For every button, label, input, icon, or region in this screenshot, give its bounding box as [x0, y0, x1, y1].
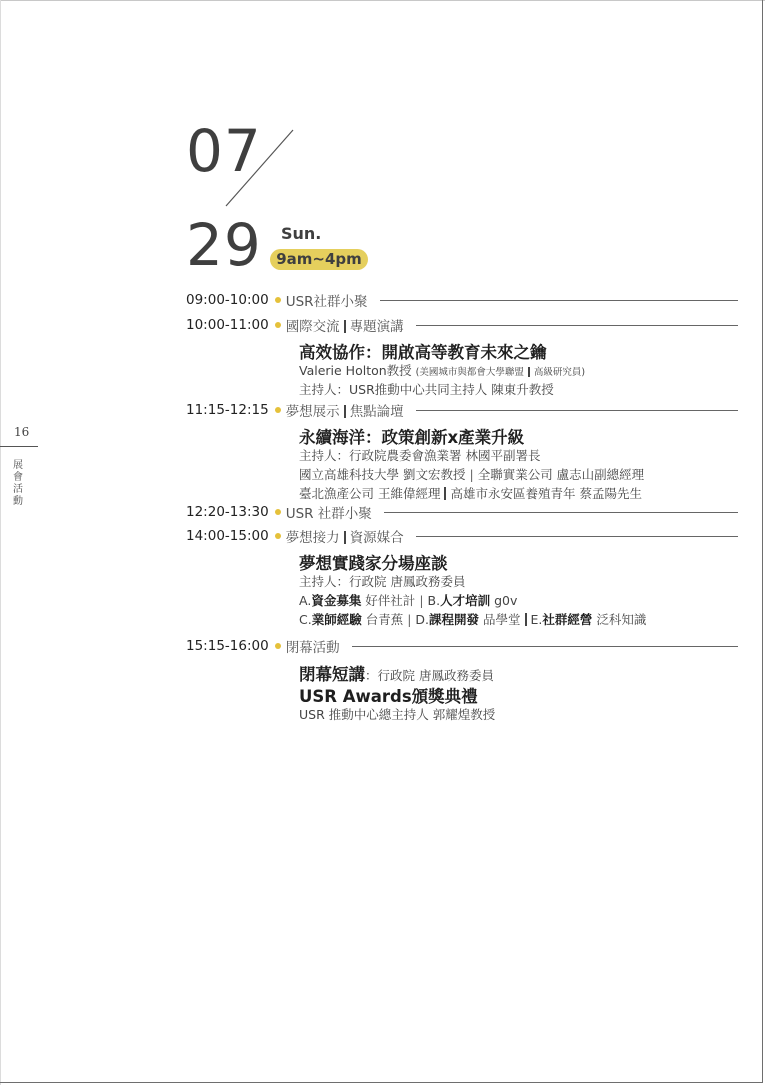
time-slot: 12:20-13:30	[186, 504, 269, 520]
row-rule	[416, 536, 738, 537]
page-number: 16	[14, 425, 30, 439]
session-name: 夢想展示 焦點論壇	[285, 404, 404, 420]
panelist-line: 臺北漁產公司 王維偉經理 高雄市永安區養殖青年 蔡孟陽先生	[299, 486, 642, 501]
time-slot: 09:00-10:00	[186, 292, 269, 308]
bullet-dot-icon	[275, 643, 281, 649]
host-line: 主持人：行政院農委會漁業署 林國平副署長	[299, 448, 541, 463]
session-title: 高效協作：開啟高等教育未來之鑰	[299, 343, 547, 362]
host-line: 主持人：行政院 唐鳳政務委員	[299, 574, 466, 589]
date-day: 29	[186, 211, 262, 279]
awards-host: USR 推動中心總主持人 郭耀煌教授	[299, 707, 496, 722]
closing-line: 閉幕短講：行政院 唐鳳政務委員	[299, 665, 494, 684]
row-rule	[384, 512, 738, 513]
date-weekday: Sun.	[281, 224, 322, 243]
section-label: 展會活動	[13, 460, 23, 507]
topic-line: C.業師經驗 台青蕉 | D.課程開發 品學堂 E.社群經營 泛科知識	[299, 612, 647, 627]
host-line: 主持人：USR推動中心共同主持人 陳東升教授	[299, 382, 554, 397]
session-name: 國際交流 專題演講	[285, 319, 404, 335]
side-divider	[0, 446, 38, 447]
schedule-row	[186, 290, 738, 310]
hours-badge: 9am~4pm	[270, 249, 368, 270]
row-rule	[416, 410, 738, 411]
panelist-line: 國立高雄科技大學 劉文宏教授 | 全聯實業公司 盧志山副總經理	[299, 467, 645, 482]
session-title: 永續海洋：政策創新x產業升級	[299, 428, 525, 447]
schedule-row	[186, 526, 738, 546]
date-month: 07	[186, 117, 262, 185]
time-slot: 11:15-12:15	[186, 402, 269, 418]
session-title: 夢想實踐家分場座談	[299, 554, 448, 573]
bullet-dot-icon	[275, 297, 281, 303]
time-slot: 10:00-11:00	[186, 317, 269, 333]
date-slash	[220, 128, 300, 210]
schedule-row	[186, 636, 738, 656]
session-name: USR社群小聚	[285, 294, 368, 310]
session-name: 閉幕活動	[285, 640, 340, 656]
schedule-row	[186, 502, 738, 522]
session-name: 夢想接力 資源媒合	[285, 530, 404, 546]
time-slot: 14:00-15:00	[186, 528, 269, 544]
topic-line: A.資金募集 好伴社計 | B.人才培訓 g0v	[299, 593, 518, 608]
session-name: USR 社群小聚	[285, 506, 372, 522]
awards-title: USR Awards頒獎典禮	[299, 687, 478, 706]
bullet-dot-icon	[275, 322, 281, 328]
schedule-row	[186, 315, 738, 335]
bullet-dot-icon	[275, 509, 281, 515]
bullet-dot-icon	[275, 533, 281, 539]
speaker-line: Valerie Holton教授 (美國城市與都會大學聯盟 高級研究員)	[299, 363, 586, 378]
row-rule	[416, 325, 738, 326]
schedule-row	[186, 400, 738, 420]
row-rule	[380, 300, 738, 301]
row-rule	[352, 646, 738, 647]
bullet-dot-icon	[275, 407, 281, 413]
time-slot: 15:15-16:00	[186, 638, 269, 654]
